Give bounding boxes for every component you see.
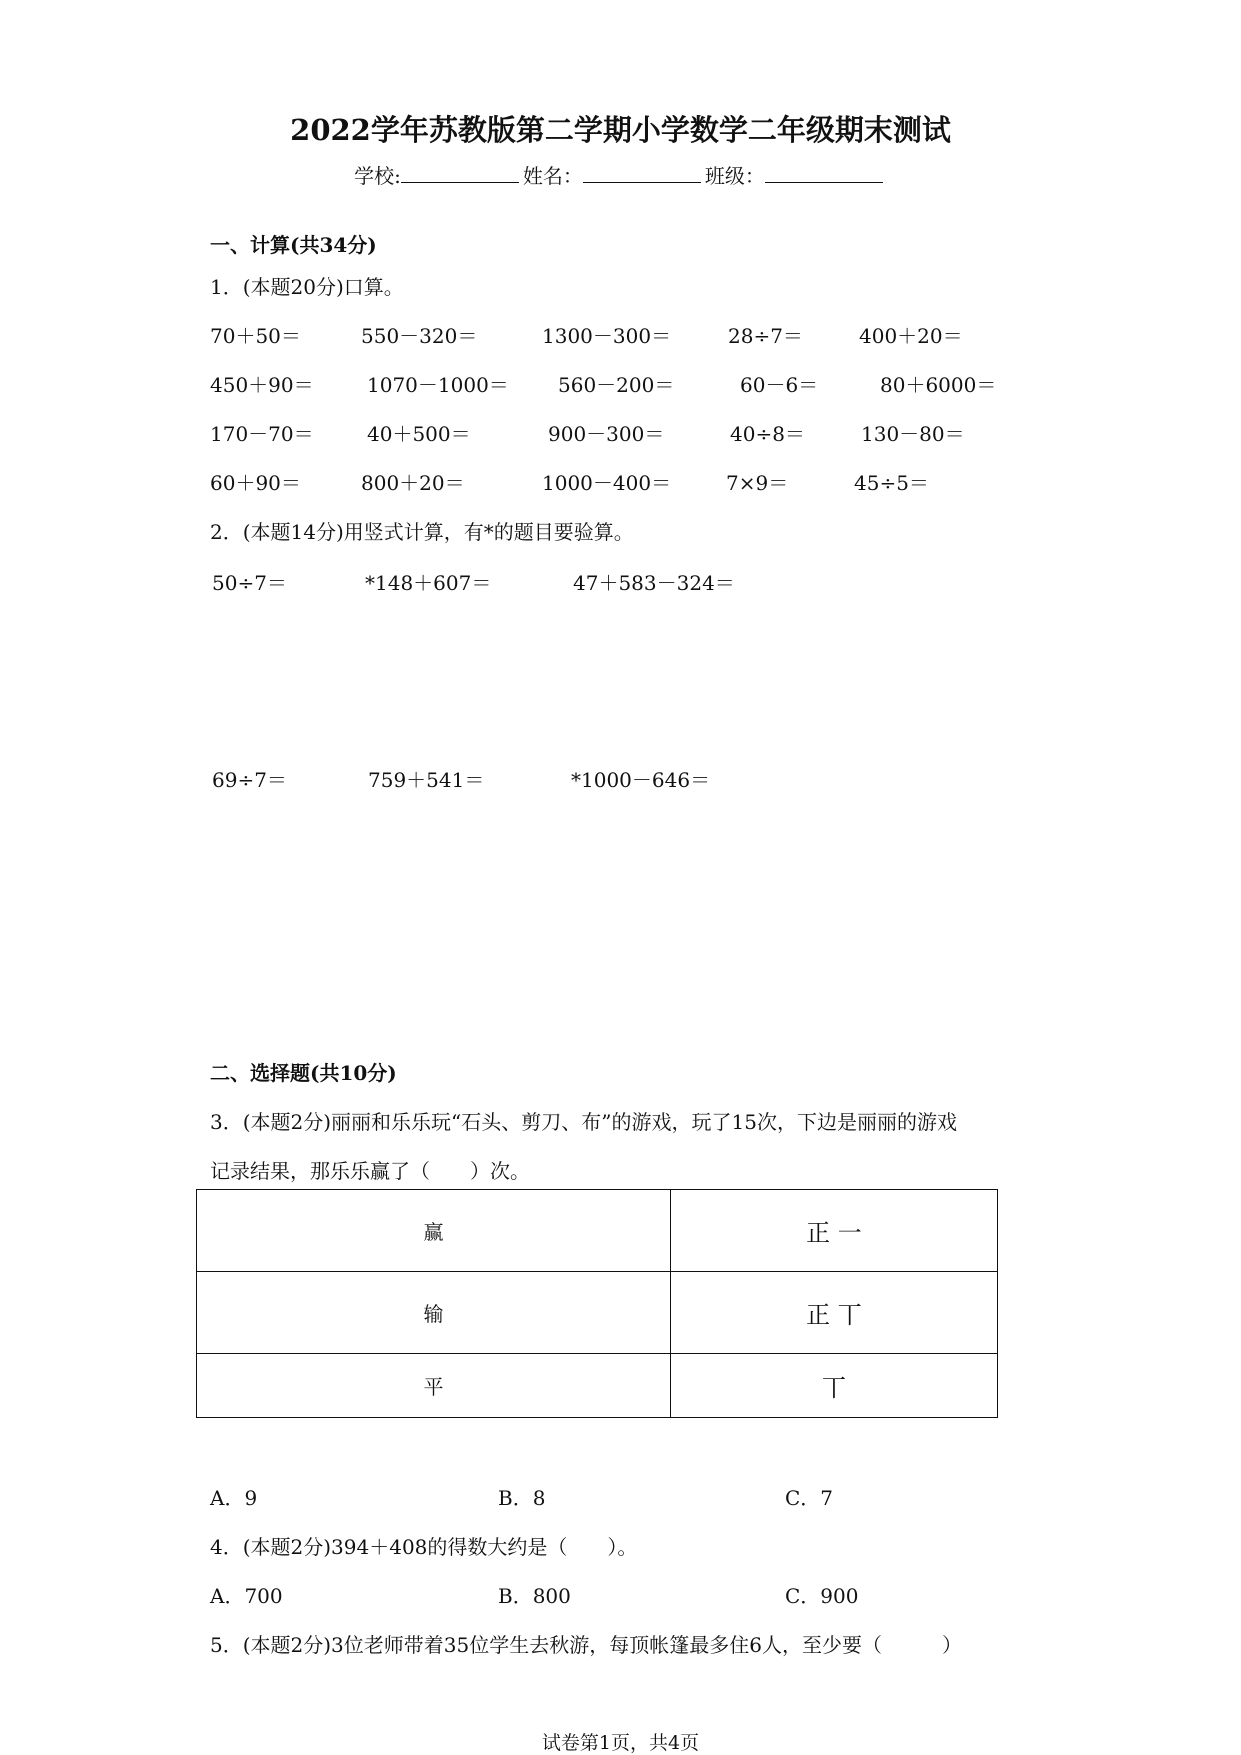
calc-item: 60＋90＝ [210,471,301,495]
question-4-text: 4．(本题2分)394＋408的得数大约是（ ）。 [210,1535,638,1559]
record-tally: 正 ⼀ [671,1190,998,1272]
school-label: 学校: [354,164,401,188]
calc-item: 7×9＝ [726,471,789,495]
calc-item: 40＋500＝ [367,422,471,446]
record-label: 赢 [197,1190,671,1272]
section-1-heading: 一、计算(共34分) [210,233,377,257]
vertical-calc-item: 47＋583－324＝ [573,571,735,595]
question-1-text: 1．(本题20分)口算。 [210,275,404,299]
record-tally: 丅 [671,1354,998,1418]
section-2-heading: 二、选择题(共10分) [210,1061,397,1085]
calc-item: 130－80＝ [861,422,965,446]
option-c[interactable]: C．7 [785,1486,834,1510]
calc-item: 1070－1000＝ [367,373,509,397]
table-row [197,1354,998,1418]
calc-item: 400＋20＝ [859,324,963,348]
record-label: 平 [197,1354,671,1418]
calc-item: 45÷5＝ [854,471,929,495]
student-info-fields [0,160,1241,189]
exam-title: 2022学年苏教版第二学期小学数学二年级期末测试 [290,113,951,147]
calc-item: 1000－400＝ [542,471,672,495]
calc-item: 80＋6000＝ [880,373,997,397]
option-a[interactable]: A．9 [210,1486,258,1510]
calc-item: 170－70＝ [210,422,314,446]
class-blank[interactable] [765,162,883,183]
name-label: 姓名： [522,164,583,188]
calc-item: 60－6＝ [740,373,819,397]
record-label: 输 [197,1272,671,1354]
game-record-table [196,1189,998,1418]
question-2-text: 2．(本题14分)用竖式计算，有*的题目要验算。 [210,520,634,544]
vertical-calc-item: 50÷7＝ [212,571,287,595]
calc-item: 900－300＝ [548,422,665,446]
option-c[interactable]: C．900 [785,1584,859,1608]
calc-item: 800＋20＝ [361,471,465,495]
calc-item: 550－320＝ [361,324,478,348]
calc-item: 1300－300＝ [542,324,672,348]
table-row [197,1272,998,1354]
question-3-text-line1: 3．(本题2分)丽丽和乐乐玩“石头、剪刀、布”的游戏，玩了15次，下边是丽丽的游戏 [210,1110,957,1134]
option-a[interactable]: A．700 [210,1584,283,1608]
question-3-text-line2: 记录结果，那乐乐赢了（ ）次。 [210,1159,530,1183]
option-b[interactable]: B．8 [498,1486,546,1510]
calc-item: 28÷7＝ [728,324,803,348]
page-footer: 试卷第1页，共4页 [541,1732,700,1754]
vertical-calc-item: 69÷7＝ [212,768,287,792]
calc-item: 450＋90＝ [210,373,314,397]
name-blank[interactable] [583,162,701,183]
vertical-calc-item: *148＋607＝ [365,571,492,595]
class-label: 班级： [704,164,765,188]
record-tally: 正 丅 [671,1272,998,1354]
vertical-calc-item: 759＋541＝ [368,768,485,792]
calc-item: 40÷8＝ [730,422,805,446]
question-5-text: 5．(本题2分)3位老师带着35位学生去秋游，每顶帐篷最多住6人，至少要（ ） [210,1633,962,1657]
vertical-calc-item: *1000－646＝ [571,768,711,792]
calc-item: 560－200＝ [558,373,675,397]
table-row [197,1190,998,1272]
calc-item: 70＋50＝ [210,324,301,348]
option-b[interactable]: B．800 [498,1584,571,1608]
school-blank[interactable] [401,162,519,183]
